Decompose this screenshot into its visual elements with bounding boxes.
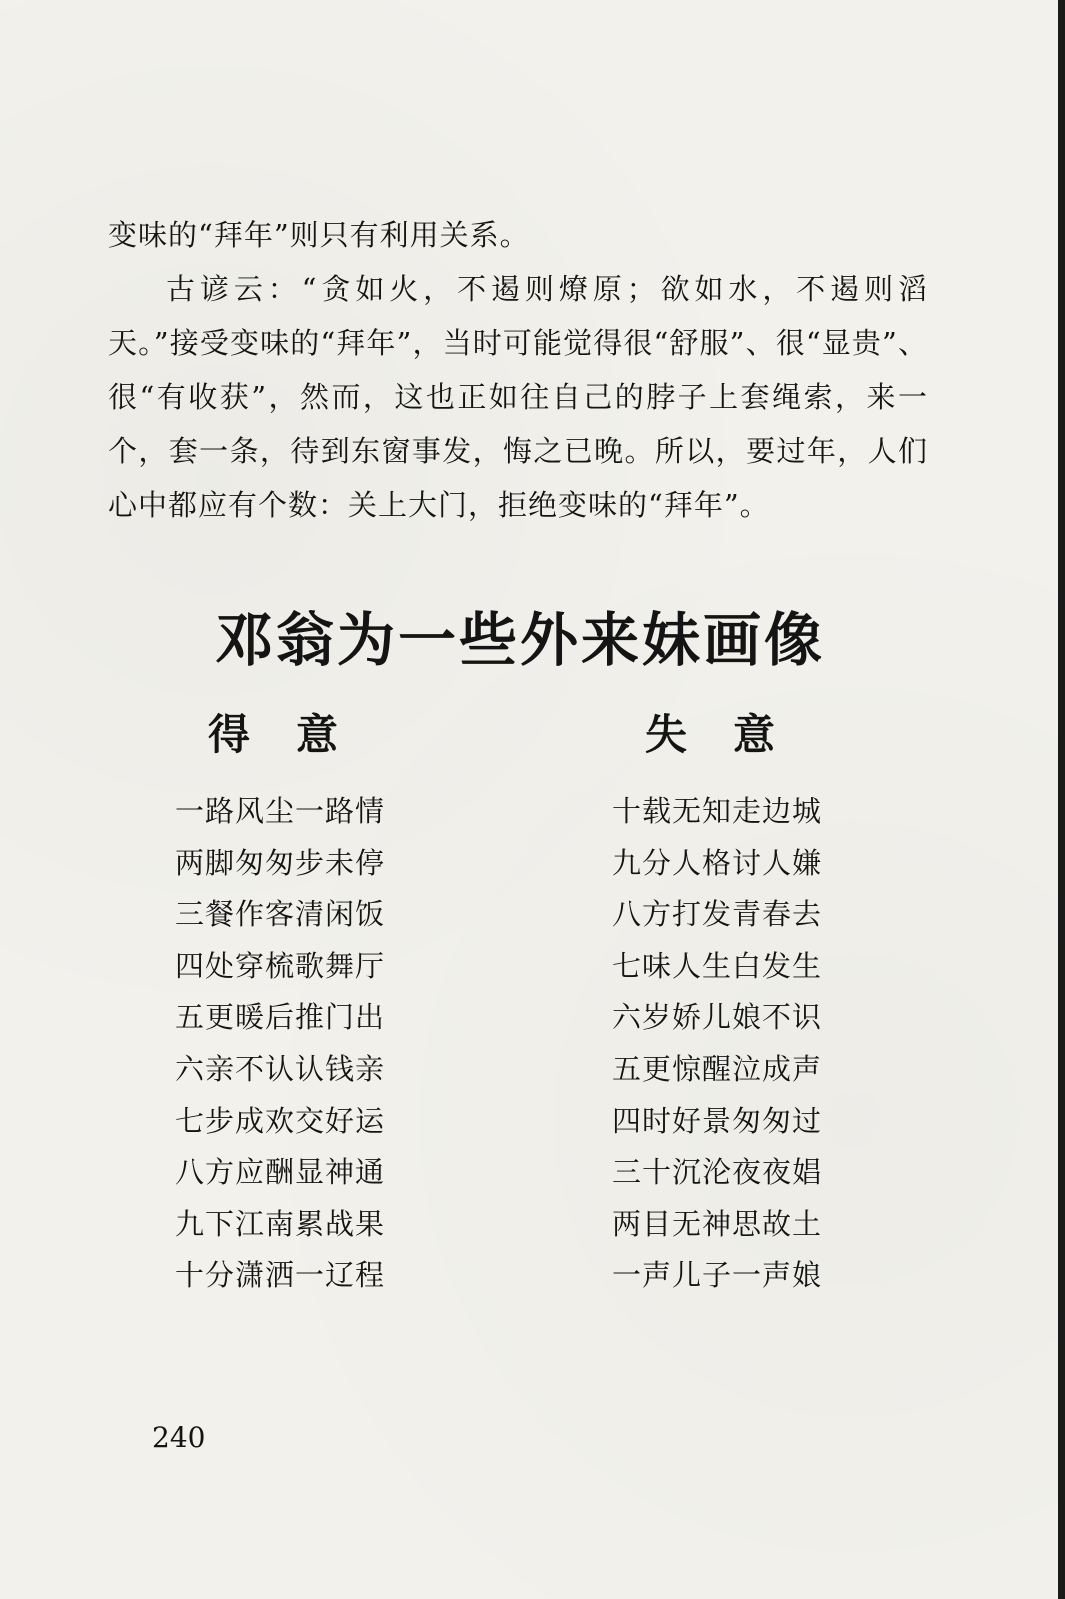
prose-paragraph-1: 变味的“拜年”则只有利用关系。: [108, 218, 530, 252]
page-edge-shadow: [1058, 0, 1065, 1599]
poem-line: 五更暖后推门出: [175, 1000, 386, 1035]
poem-line: 十载无知走边城: [612, 794, 823, 828]
poem-title: 邓翁为一些外来妹画像: [214, 606, 825, 674]
left-poem-column: [175, 786, 385, 1302]
poem-line: 五更惊醒泣成声: [612, 1051, 823, 1086]
poem-line: 八方应酬显神通: [175, 1155, 386, 1190]
poem-line: 九下江南累战果: [175, 1206, 386, 1241]
prose-section: [108, 208, 928, 532]
poem-line: 两脚匆匆步未停: [175, 845, 386, 880]
poem-line: 四时好景匆匆过: [612, 1103, 823, 1138]
poem-line: 六岁娇儿娘不识: [612, 1000, 823, 1035]
poem-line: 一声儿子一声娘: [612, 1258, 823, 1293]
poem-line: 十分潇洒一辽程: [175, 1258, 386, 1293]
poem-line: 九分人格讨人嫌: [612, 845, 823, 880]
poem-line: 七步成欢交好运: [175, 1103, 386, 1138]
left-column-heading: 得意: [208, 710, 385, 759]
prose-paragraph-2: 古谚云：“贪如火，不遏则燎原；欲如水，不遏则滔天。”接受变味的“拜年”，当时可能觉得很“舒服”、很“显贵”、很“有收获”，然而，这也正如往自己的脖子上套绳索，来一个，套一条，待到东窗事发，悔之已晚。所以，要过年，人们心中都应有个数：关上大门，拒绝变味的“拜年”。: [108, 272, 928, 522]
poem-line: 两目无神思故土: [612, 1206, 823, 1241]
poem-line: 四处穿梳歌舞厅: [175, 948, 386, 983]
poem-line: 一路风尘一路情: [175, 794, 386, 828]
poem-line: 三十沉沦夜夜娼: [612, 1155, 823, 1190]
poem-line: 三餐作客清闲饭: [175, 897, 386, 932]
page-number: 240: [152, 1421, 206, 1454]
poem-line: 六亲不认认钱亲: [175, 1051, 386, 1086]
right-column-heading: 失意: [645, 710, 822, 759]
poem-line: 八方打发青春去: [612, 897, 823, 932]
poem-line: 七味人生白发生: [612, 948, 823, 983]
right-poem-column: [612, 786, 822, 1302]
